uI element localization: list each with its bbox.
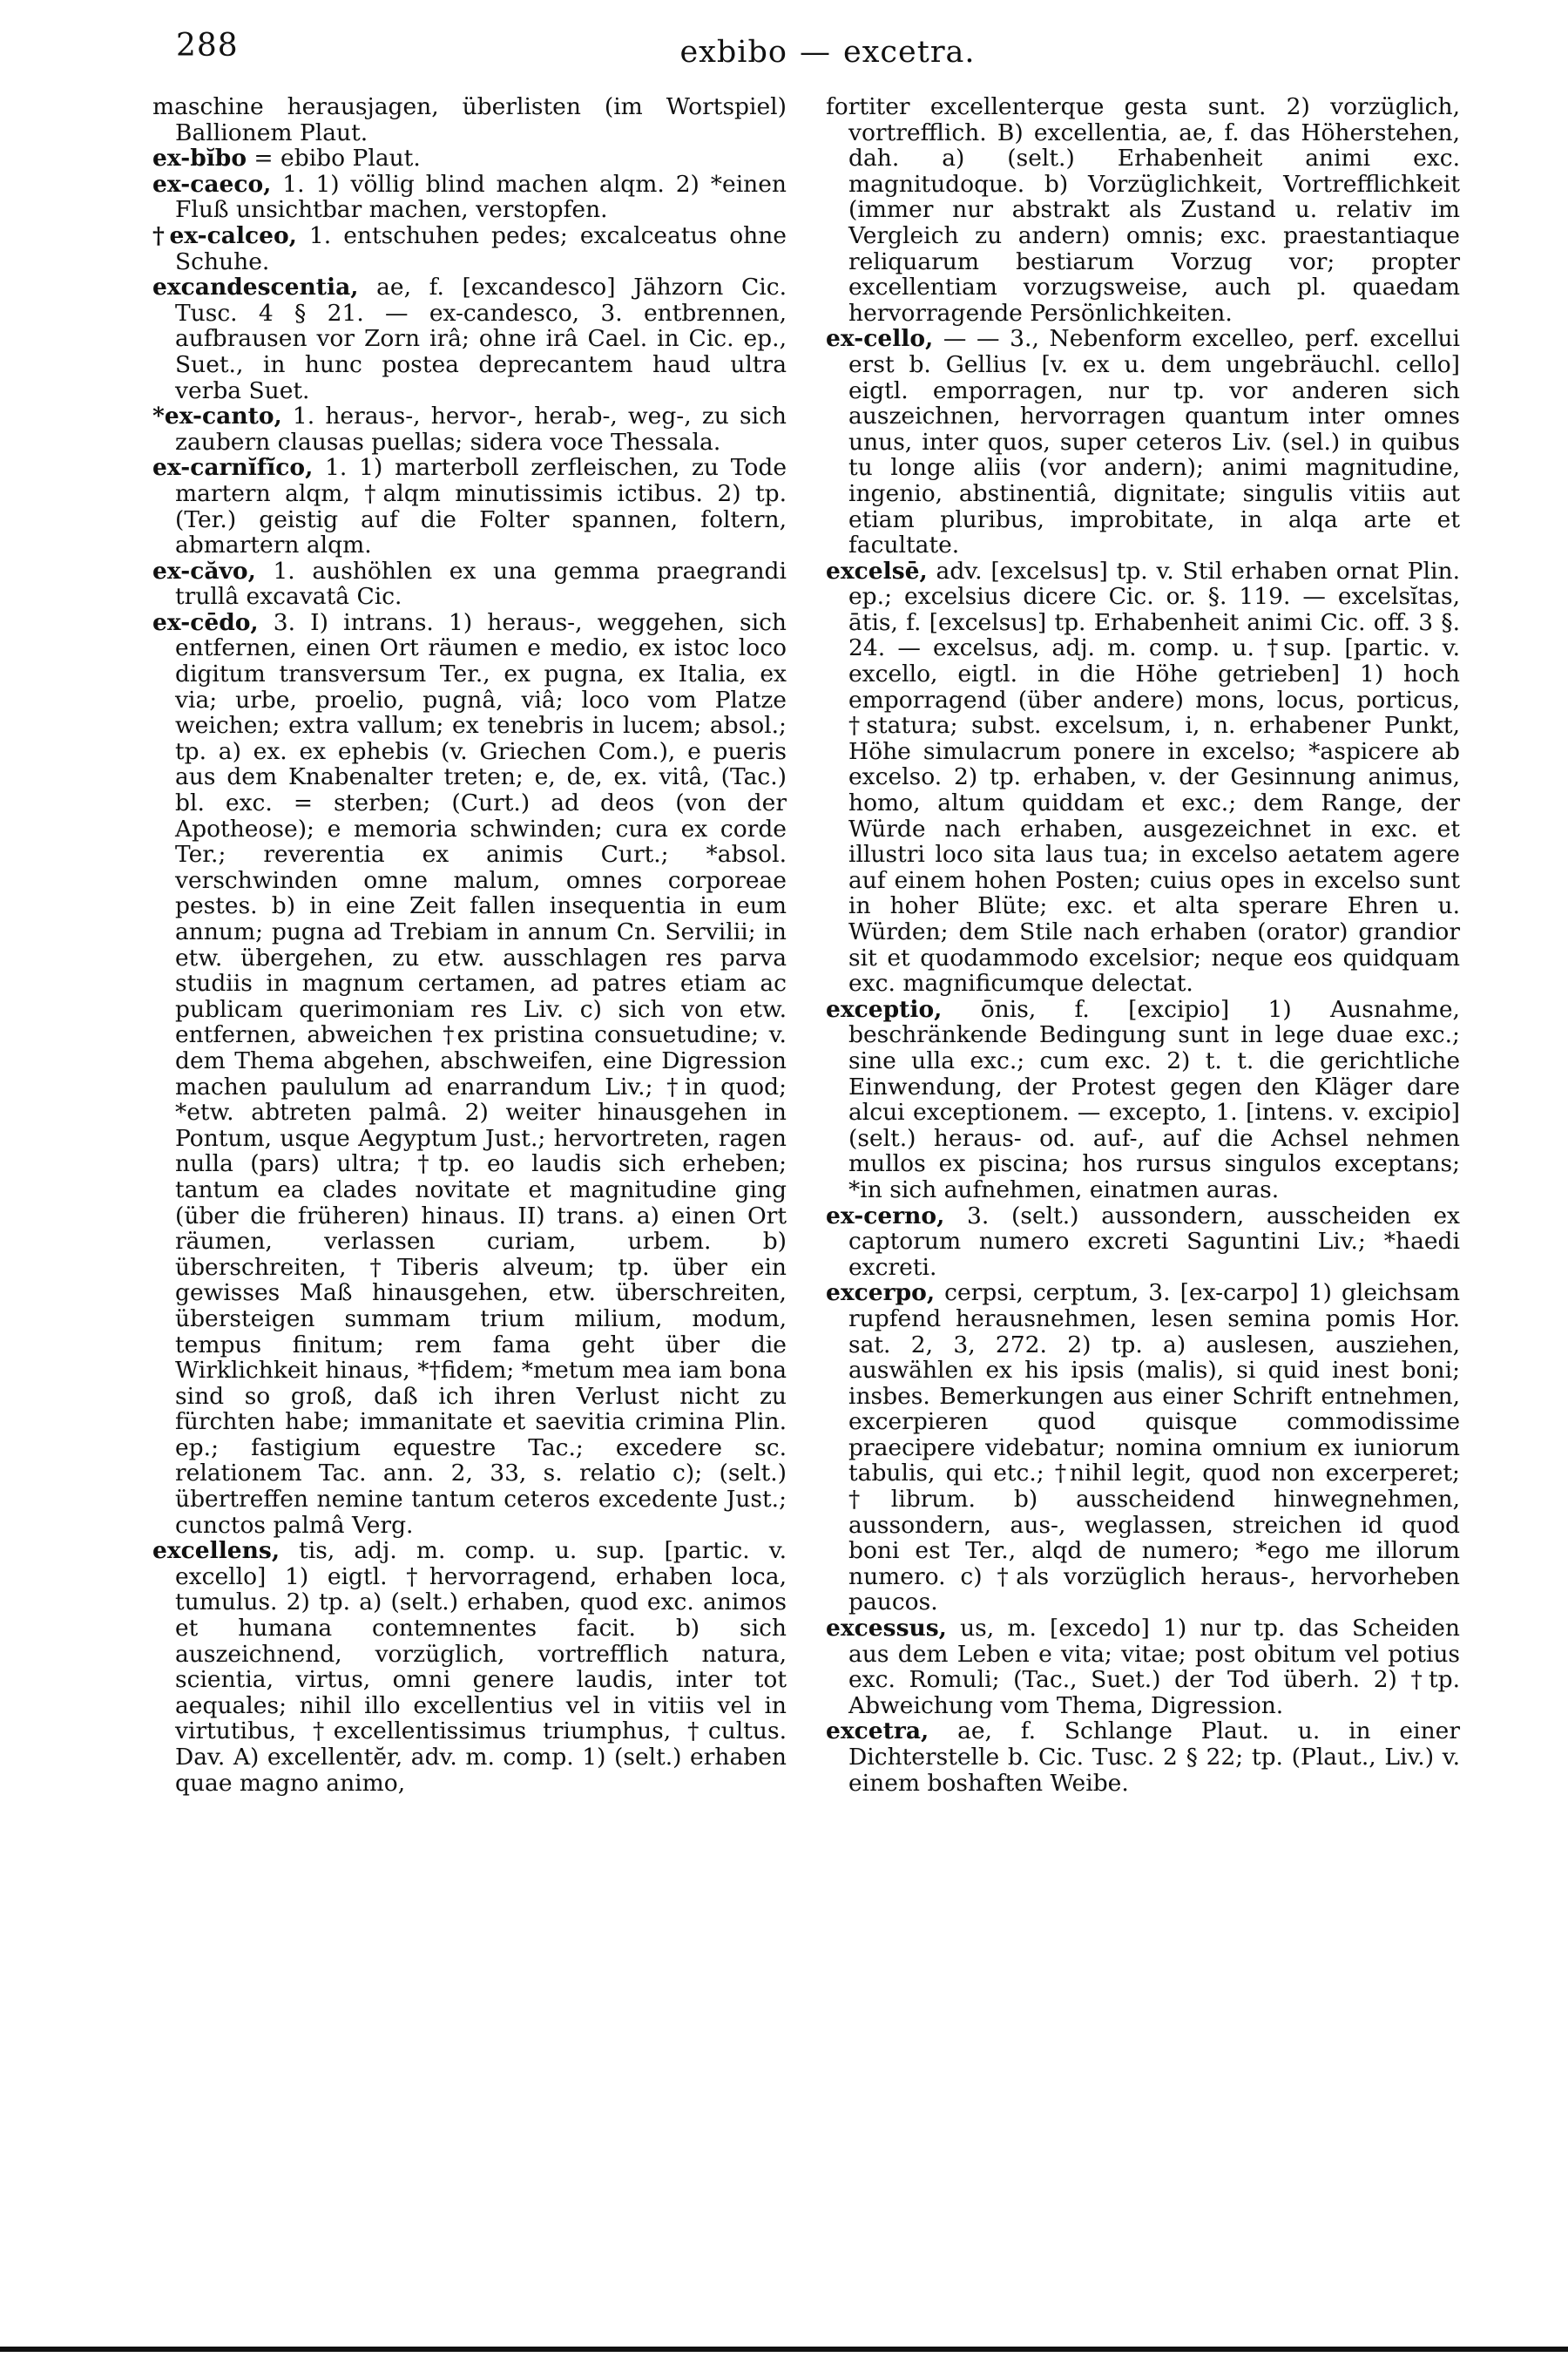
entry-definition: maschine herausjagen, überlisten (im Wortspiel) Ballionem Plaut. <box>152 93 787 146</box>
entry-headword: †ex-calceo, <box>152 221 297 249</box>
entry-definition: 1. aushöhlen ex una gemma praegrandi trullâ excavatâ Cic. <box>175 557 787 611</box>
dictionary-entry <box>152 455 787 558</box>
entry-headword: ex-cello, <box>826 325 934 353</box>
entry-definition: fortiter excellenterque gesta sunt. 2) vorzüglich, vortrefflich. B) excellentia, ae, f. das Höherstehen, dah. a) (selt.) Erhabenheit animi exc. magnitudoque. b) Vorzüglichkeit, Vortrefflichkeit (immer nur abstrakt als Zustand u. relativ im Vergleich zu andern) omnis; exc. praestantiaque reliquarum bestiarum Vorzug vor; propter excellentiam vorzugsweise, auch pl. quaedam hervorragende Persönlichkeiten. <box>826 93 1460 327</box>
dictionary-entry <box>826 1203 1460 1281</box>
right-column <box>826 94 1460 1796</box>
entry-headword: excetra, <box>826 1717 929 1745</box>
running-head <box>610 35 1045 70</box>
entry-definition: adv. [excelsus] tp. v. Stil erhaben ornat Plin. ep.; excelsius dicere Cic. or. §. 119. — excelsĭtas, ātis, f. [excelsus] tp. Erhabenheit animi Cic. off. 3 §. 24. — excelsus, adj. m. comp. u. †sup. [partic. v. excello, eigtl. in die Höhe getrieben] 1) hoch emporragend (über andere) mons, locus, porticus, †statura; subst. excelsum, i, n. erhabener Punkt, Höhe simulacrum ponere in excelso; *aspicere ab excelso. 2) tp. erhaben, v. der Gesinnung animus, homo, altum quiddam et exc.; dem Range, der Würde nach erhaben, ausgezeichnet in exc. et illustri loco sita laus tua; in excelso aetatem agere auf einem hohen Posten; cuius opes in excelso sunt in hoher Blüte; exc. et alta sperare Ehren u. Würden; dem Stile nach erhaben (orator) grandior sit et quodammodo excelsior; neque eos quidquam exc. magnificumque delectat. <box>848 557 1460 998</box>
dictionary-entry <box>152 610 787 1538</box>
entry-definition: — — 3., Nebenform excelleo, perf. excellui erst b. Gellius [v. ex u. dem ungebräuchl. cello] eigtl. emporragen, nur tp. vor anderen sich auszeichnen, hervorragen quantum inter omnes unus, inter quos, super ceteros Liv. (sel.) in quibus tu longe aliis (vor andern); animi magnitudine, ingenio, abstinentiâ, dignitate; singulis vitiis aut etiam pluribus, improbitate, in alqa arte et facultate. <box>848 325 1460 559</box>
entry-headword: ex-carnĭfĭco, <box>152 454 314 482</box>
running-head-dash: — <box>799 35 831 70</box>
entry-definition: 1. entschuhen pedes; excalceatus ohne Schuhe. <box>175 221 787 275</box>
dictionary-entry <box>826 1718 1460 1796</box>
entry-headword: ex-căvo, <box>152 557 256 585</box>
entry-headword: excessus, <box>826 1615 947 1643</box>
entry-headword: ex-bĭbo <box>152 145 247 173</box>
dictionary-entry <box>826 559 1460 997</box>
entry-headword: exceptio, <box>826 995 943 1023</box>
entry-definition: = ebibo Plaut. <box>247 145 421 173</box>
running-head-last-word: excetra. <box>842 35 976 70</box>
entry-headword: *ex-canto, <box>152 403 282 430</box>
dictionary-entry <box>152 274 787 403</box>
page-header <box>0 0 1568 96</box>
entry-definition: 1. heraus-, hervor-, herab-, weg-, zu sich zaubern clausas puellas; sidera voce Thessala. <box>175 403 787 456</box>
entry-definition: us, m. [excedo] 1) nur tp. das Scheiden aus dem Leben e vita; vitae; post obitum vel potius exc. Romuli; (Tac., Suet.) der Tod überh. 2) †tp. Abweichung vom Thema, Digression. <box>848 1615 1460 1719</box>
entry-headword: excandescentia, <box>152 274 359 301</box>
entry-definition: ae, f. [excandesco] Jähzorn Cic. Tusc. 4 § 21. — ex-candesco, 3. entbrennen, aufbrausen vor Zorn irâ; ohne irâ Cael. in Cic. ep., Suet., in hunc postea deprecantem haud ultra verba Suet. <box>175 274 787 404</box>
dictionary-entry <box>152 172 787 223</box>
entry-definition: ae, f. Schlange Plaut. u. in einer Dichterstelle b. Cic. Tusc. 2 § 22; tp. (Plaut., Liv.) v. einem boshaften Weibe. <box>848 1717 1460 1797</box>
entry-definition: cerpsi, cerptum, 3. [ex-carpo] 1) gleichsam rupfend herausnehmen, lesen semina pomis Hor. sat. 2, 3, 272. 2) tp. a) auslesen, ausziehen, auswählen ex his ipsis (malis), si quid inest boni; insbes. Bemerkungen aus einer Schrift entnehmen, excerpieren quod quisque commodissime praecipere videbatur; nomina omnium ex iuniorum tabulis, qui etc.; †nihil legit, quod non excerperet; †librum. b) ausscheidend hinwegnehmen, aussondern, aus-, weglassen, streichen id quod boni est Ter., alqd de numero; *ego me illorum numero. c) †als vorzüglich heraus-, hervorheben paucos. <box>848 1279 1460 1616</box>
entry-definition: 1. 1) marterboll zerfleischen, zu Tode martern alqm, †alqm minutissimis ictibus. 2) tp. (Ter.) geistig auf die Folter spannen, foltern, abmartern alqm. <box>175 454 787 559</box>
dictionary-entry <box>826 1280 1460 1616</box>
dictionary-entry <box>152 94 787 146</box>
entry-definition: 1. 1) völlig blind machen alqm. 2) *einen Fluß unsichtbar machen, verstopfen. <box>175 170 787 224</box>
dictionary-entry <box>152 403 787 455</box>
bottom-rule <box>0 2347 1568 2352</box>
entry-definition: ōnis, f. [excipio] 1) Ausnahme, beschränkende Bedingung sunt in lege duae exc.; sine ulla exc.; cum exc. 2) t. t. die gerichtliche Einwendung, der Protest gegen den Kläger dare alcui exceptionem. — excepto, 1. [intens. v. excipio] (selt.) heraus- od. auf-, auf die Achsel nehmen mullos ex piscina; hos rursus singulos exceptans; *in sich aufnehmen, einatmen auras. <box>848 995 1460 1203</box>
entry-headword: excelsē, <box>826 557 928 585</box>
entry-headword: excellens, <box>152 1537 280 1565</box>
dictionary-entry <box>152 559 787 610</box>
dictionary-entry <box>826 997 1460 1203</box>
dictionary-entry <box>826 1616 1460 1718</box>
page-number: 288 <box>176 28 239 64</box>
running-head-first-word: exbibo <box>679 35 787 70</box>
entry-headword: ex-cēdo, <box>152 608 259 636</box>
dictionary-entry <box>152 1538 787 1796</box>
entry-definition: 3. (selt.) aussondern, ausscheiden ex captorum numero excreti Saguntini Liv.; *haedi excreti. <box>848 1202 1460 1281</box>
left-column <box>152 94 787 1796</box>
entry-definition: tis, adj. m. comp. u. sup. [partic. v. excello] 1) eigtl. †hervorragend, erhaben loca, tumulus. 2) tp. a) (selt.) erhaben, quod exc. animos et humana contemnentes facit. b) sich auszeichnend, vorzüglich, vortrefflich natura, scientia, virtus, omni genere laudis, inter tot aequales; nihil illo excellentius vel in vitiis vel in virtutibus, †excellentissimus triumphus, †cultus. Dav. A) excellentĕr, adv. m. comp. 1) (selt.) erhaben quae magno animo, <box>175 1537 787 1797</box>
dictionary-entry <box>826 326 1460 558</box>
dictionary-entry <box>152 146 787 172</box>
dictionary-entry <box>152 223 787 274</box>
entry-definition: 3. I) intrans. 1) heraus-, weggehen, sich entfernen, einen Ort räumen e medio, ex istoc loco digitum transversum Ter., ex pugna, ex Italia, ex via; urbe, proelio, pugnâ, viâ; loco vom Platze weichen; extra vallum; ex tenebris in lucem; absol.; tp. a) ex. ex ephebis (v. Griechen Com.), e pueris aus dem Knabenalter treten; e, de, ex. vitâ, (Tac.) bl. exc. = sterben; (Curt.) ad deos (von der Apotheose); e memoria schwinden; cura ex corde Ter.; reverentia ex animis Curt.; *absol. verschwinden omne malum, omnes corporeae pestes. b) in eine Zeit fallen insequentia in eum annum; pugna ad Trebiam in annum Cn. Servilii; in etw. übergehen, zu etw. ausschlagen res parva studiis in magnum certamen, ad patres etiam ac publicam querimoniam res Liv. c) sich von etw. entfernen, abweichen †ex pristina consuetudine; v. dem Thema abgehen, abschweifen, eine Digression machen paululum ad enarrandum Liv.; †in quod; *etw. abtreten palmâ. 2) weiter hinausgehen in Pontum, usque Aegyptum Just.; hervortreten, ragen nulla (pars) ultra; †tp. eo laudis sich erheben; tantum ea clades novitate et magnitudine ging (über die früheren) hinaus. II) trans. a) einen Ort räumen, verlassen curiam, urbem. b) überschreiten, †Tiberis alveum; tp. über ein gewisses Maß hinausgehen, etw. überschreiten, übersteigen summam trium milium, modum, tempus finitum; rem fama geht über die Wirklichkeit hinaus, *†fidem; *metum mea iam bona sind so groß, daß ich ihren Verlust nicht zu fürchten habe; immanitate et saevitia crimina Plin. ep.; fastigium equestre Tac.; excedere sc. relationem Tac. ann. 2, 33, s. relatio c); (selt.) übertreffen nemine tantum ceteros excedente Just.; cunctos palmâ Verg. <box>175 608 787 1539</box>
entry-headword: ex-caeco, <box>152 170 272 198</box>
entry-headword: ex-cerno, <box>826 1202 945 1229</box>
dictionary-entry <box>826 94 1460 326</box>
entry-headword: excerpo, <box>826 1279 936 1307</box>
